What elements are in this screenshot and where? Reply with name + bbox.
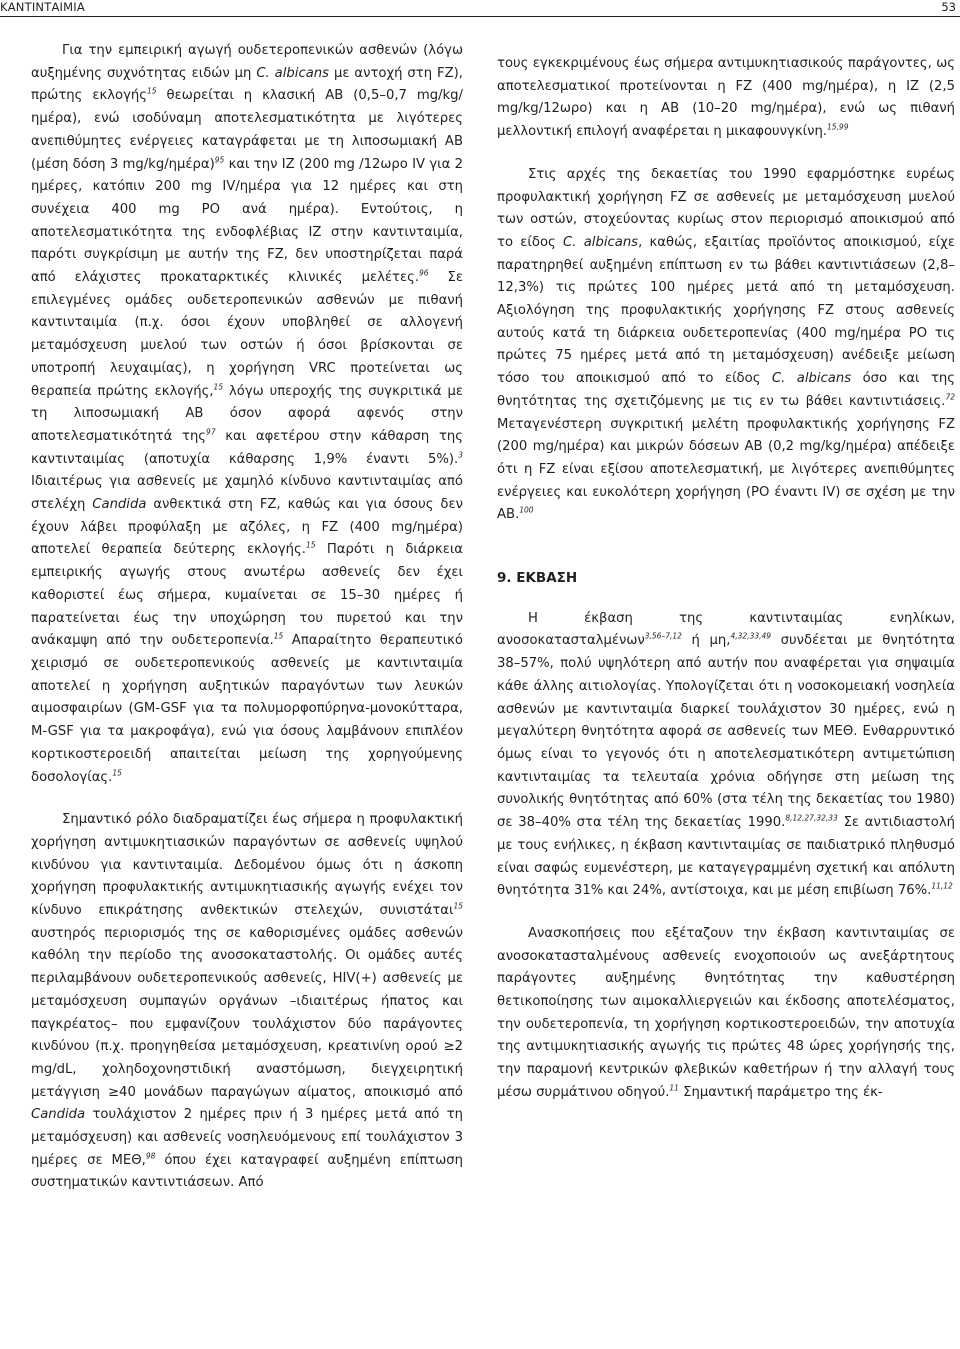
paragraph: τους εγκεκριμένους έως σήμερα αντιμυκητιασικούς παράγοντες, ως αποτελεσματικοί προτείνονται η FZ (400 mg/ημέρα), η ΙΖ (2,5 mg/kg/12ωρο) και η AB (10–20 mg/ημέρα), ενώ ως πιθανή μελλοντική επιλογή αναφέρεται η μικαφουνγκίνη.$^{15,99}$ bbox=[497, 56, 955, 140]
paragraph: Για την εμπειρική αγωγή ουδετεροπενικών ασθενών (λόγω αυξημένης συχνότητας ειδών μη C. albicans με αντοχή στη FZ), πρώτης εκλογής$^{15}$ θεωρείται η κλασική AB (0,5–0,7 mg/kg/ημέρα), ενώ ισοδύναμη αποτελεσματικότητα με λιγότερες ανεπιθύμητες ενέργειες καταγράφεται με τη λιποσωμιακή AB (μέση δόση 3 mg/kg/ημέρα)$^{95}$ και την ΙΖ (200 mg /12ωρο IV για 2 ημέρες, κατόπιν 200 mg IV/ημέρα για 12 ημέρες και στη συνέχεια 400 mg PO ανά ημέρα). Εντούτοις, η αποτελεσματικότητα της ενδοφλέβιας ΙΖ στην καντινταιμία, παρότι συγκρίσιμη με αυτήν της FZ, δεν υποστηρίζεται παρά από ελάχιστες προκαταρκτικές κλινικές μελέτες.$^{96}$ Σε επιλεγμένες ομάδες ουδετεροπενικών ασθενών με πιθανή καντινταιμία (π.χ. όσοι έχουν υποβληθεί σε αλλογενή μεταμόσχευση μυελού των οστών ή όσοι βρίσκονται σε υποτροπή λευχαιμίας), η χορήγηση VRC προτείνεται ως θεραπεία πρώτης εκλογής,$^{15}$ λόγω υπεροχής της συγκριτικά με τη λιποσωμιακή AB όσον αφορά αφενός στην αποτελεσματικότητά της$^{97}$ και αφετέρου στην κάθαρση της καντινταιμίας (αποτυχία κάθαρσης 1,9% έναντι 5%).$^3$ Ιδιαιτέρως για ασθενείς με χαμηλό κίνδυνο καντινταιμίας από στελέχη Candida ανθεκτικά στη FZ, καθώς και για όσους δεν έχουν λάβει προφύλαξη με αζόλες, η FZ (400 mg/ημέρα) αποτελεί θεραπεία δεύτερης εκλογής.$^{15}$ Παρότι η διάρκεια εμπειρικής αγωγής στους ανωτέρω ασθενείς δεν έχει καθοριστεί έως σήμερα, κυμαίνεται σε 15–30 ημέρες ή παρατείνεται έως την υποχώρηση του πυρετού και την ανάκαμψη από την ουδετεροπενία.$^{15}$ Απαραίτητο θεραπευτικό χειρισμό σε ουδετεροπενικούς ασθενείς με καντινταιμία αποτελεί η χορήγηση αυξητικών παραγόντων των λευκών αιμοσφαιρίων (GM-GSF για τα πολυμορφοπύρηνα-μονοκύτταρα, M-GSF για τα μακροφάγα), ενώ για όσους λαμβάνουν επιπλέον κορτικοστεροειδή απαιτείται μείωση της χορηγούμενης δοσολογίας.$^{15}$ bbox=[31, 43, 463, 785]
page-number: 53 bbox=[941, 0, 956, 14]
right-column bbox=[497, 53, 955, 1105]
section-heading: 9. ΕΚΒΑΣΗ bbox=[497, 570, 578, 587]
paragraph: Ανασκοπήσεις που εξέταζουν την έκβαση καντινταιμίας σε ανοσοκατασταλμένους ασθενείς ενοχοποιούν ως ανεξάρτητους παράγοντες αυξημένης θνητότητας την καθυστέρηση θετικοποίησης των αιμοκαλλιεργειών και έκδοσης αποτελέσματος, την ουδετεροπενία, τη χορήγηση κορτικοστεροειδών, την αποτυχία της αντιμυκητιασικής αγωγής τις πρώτες 48 ώρες χορήγησής της, την παραμονή κεντρικών φλεβικών καθετήρων ή την αλλαγή τους μέσω συρμάτινου οδηγού.$^{11}$ Σημαντική παράμετρο της έκ- bbox=[497, 925, 955, 1100]
left-column bbox=[31, 40, 463, 1195]
running-header bbox=[0, 0, 960, 17]
running-title: ΚΑΝΤΙΝΤΑΙΜΙΑ bbox=[0, 0, 85, 14]
paragraph: Σημαντικό ρόλο διαδραματίζει έως σήμερα η προφυλακτική χορήγηση αντιμυκητιασικών παραγόντων σε ασθενείς υψηλού κινδύνου για καντινταιμία. Δεδομένου όμως ότι η άσκοπη χορήγηση προφυλακτικής αντιμυκητιασικής αγωγής ενέχει τον κίνδυνο επικράτησης ανθεκτικών στελεχών, συνιστάται$^{15}$ αυστηρός περιορισμός της σε καθορισμένες ομάδες ασθενών καθόλη την περίοδο της ανοσοκαταστολής. Οι ομάδες αυτές περιλαμβάνουν ουδετεροπενικούς ασθενείς, HIV(+) ασθενείς με μεταμόσχευση συμπαγών οργάνων –ιδιαιτέρως ήπατος και παγκρέατος– που εμφανίζουν τουλάχιστον δύο παράγοντες κινδύνου (π.χ. προηγηθείσα μεταμόσχευση, κρεατινίνη ορού ≥2 mg/dL, χοληδοχονηστιδική αναστόμωση, διεγχειρητική μετάγγιση ≥40 μονάδων παραγώγων αίματος, αποικισμό από Candida τουλάχιστον 2 ημέρες πριν ή 3 ημέρες μετά από τη μεταμόσχευση) και ασθενείς νοσηλευόμενους επί τουλάχιστον 3 ημέρες σε ΜΕΘ,$^{98}$ όπου έχει καταγραφεί αυξημένη επίπτωση συστηματικών καντιντιάσεων. Από bbox=[31, 812, 463, 1191]
paragraph: Η έκβαση της καντινταιμίας ενηλίκων, ανοσοκατασταλμένων$^{3,56-7,12}$ ή μη,$^{4,32,33,49}$ συνδέεται με θνητότητα 38–57%, πολύ υψηλότερη από αυτήν που αναφέρεται για σηψαιμία κάθε άλλης αιτιολογίας. Υπολογίζεται ότι η νοσοκομειακή νοσηλεία ασθενών με καντινταιμία διαρκεί τουλάχιστον 30 ημέρες, ενώ η μεγαλύτερη θνητότητα αφορά σε ασθενείς των ΜΕΘ. Ενθαρρυντικό όμως είναι το γεγονός ότι η αποτελεσματικότερη αντιμετώπιση καντινταιμίας τα τελευταία χρόνια οδήγησε στη μείωση της συνολικής θνητότητας από 60% (στα τέλη της δεκαετίας του 1980) σε 38–40% στα τέλη της δεκαετίας 1990.$^{8,12,27,32,33}$ Σε αντιδιαστολή με τους ενήλικες, η έκβαση καντινταιμίας σε παιδιατρικό πληθυσμό είναι σαφώς ευμενέστερη, με καταγεγραμμένη σχετική και απόλυτη θνητότητα 31% και 24%, αντίστοιχα, και με μέση επιβίωση 76%.$^{11,12}$ bbox=[497, 610, 955, 899]
paragraph: Στις αρχές της δεκαετίας του 1990 εφαρμόστηκε ευρέως προφυλακτική χορήγηση FZ σε ασθενείς με μεταμόσχευση μυελού των οστών, στοχεύοντας κυρίως στον περιορισμό αποικισμού από το είδος C. albicans, καθώς, εξαιτίας προϊόντος αποικισμού, είχε παρατηρηθεί αυξημένη επίπτωση εν τω βάθει καντιντιάσεων (2,8–12,3%) τις πρώτες 100 ημέρες μετά από τη μεταμόσχευση. Αξιολόγηση της προφυλακτικής χορήγησης FZ στους ασθενείς αυτούς κατά τη διάρκεια ουδετεροπενίας (400 mg/ημέρα PO τις πρώτες 75 ημέρες μετά από τη μεταμόσχευση) ανέδειξε μείωση τόσο του αποικισμού από το είδος C. albicans όσο και της θνητότητας της σχετιζόμενης με τις εν τω βάθει καντιντιάσεις.$^{72}$ Μεταγενέστερη συγκριτική μελέτη προφυλακτικής χορήγησης FZ (200 mg/ημέρα) και μικρών δόσεων AB (0,2 mg/kg/ημέρα) απέδειξε ότι η FZ είναι εξίσου αποτελεσματική, με λιγότερες ανεπιθύμητες ενέργειες και ευκολότερη χορήγηση (PO έναντι IV) σε σχέση με την AB.$^{100}$ bbox=[497, 166, 956, 523]
